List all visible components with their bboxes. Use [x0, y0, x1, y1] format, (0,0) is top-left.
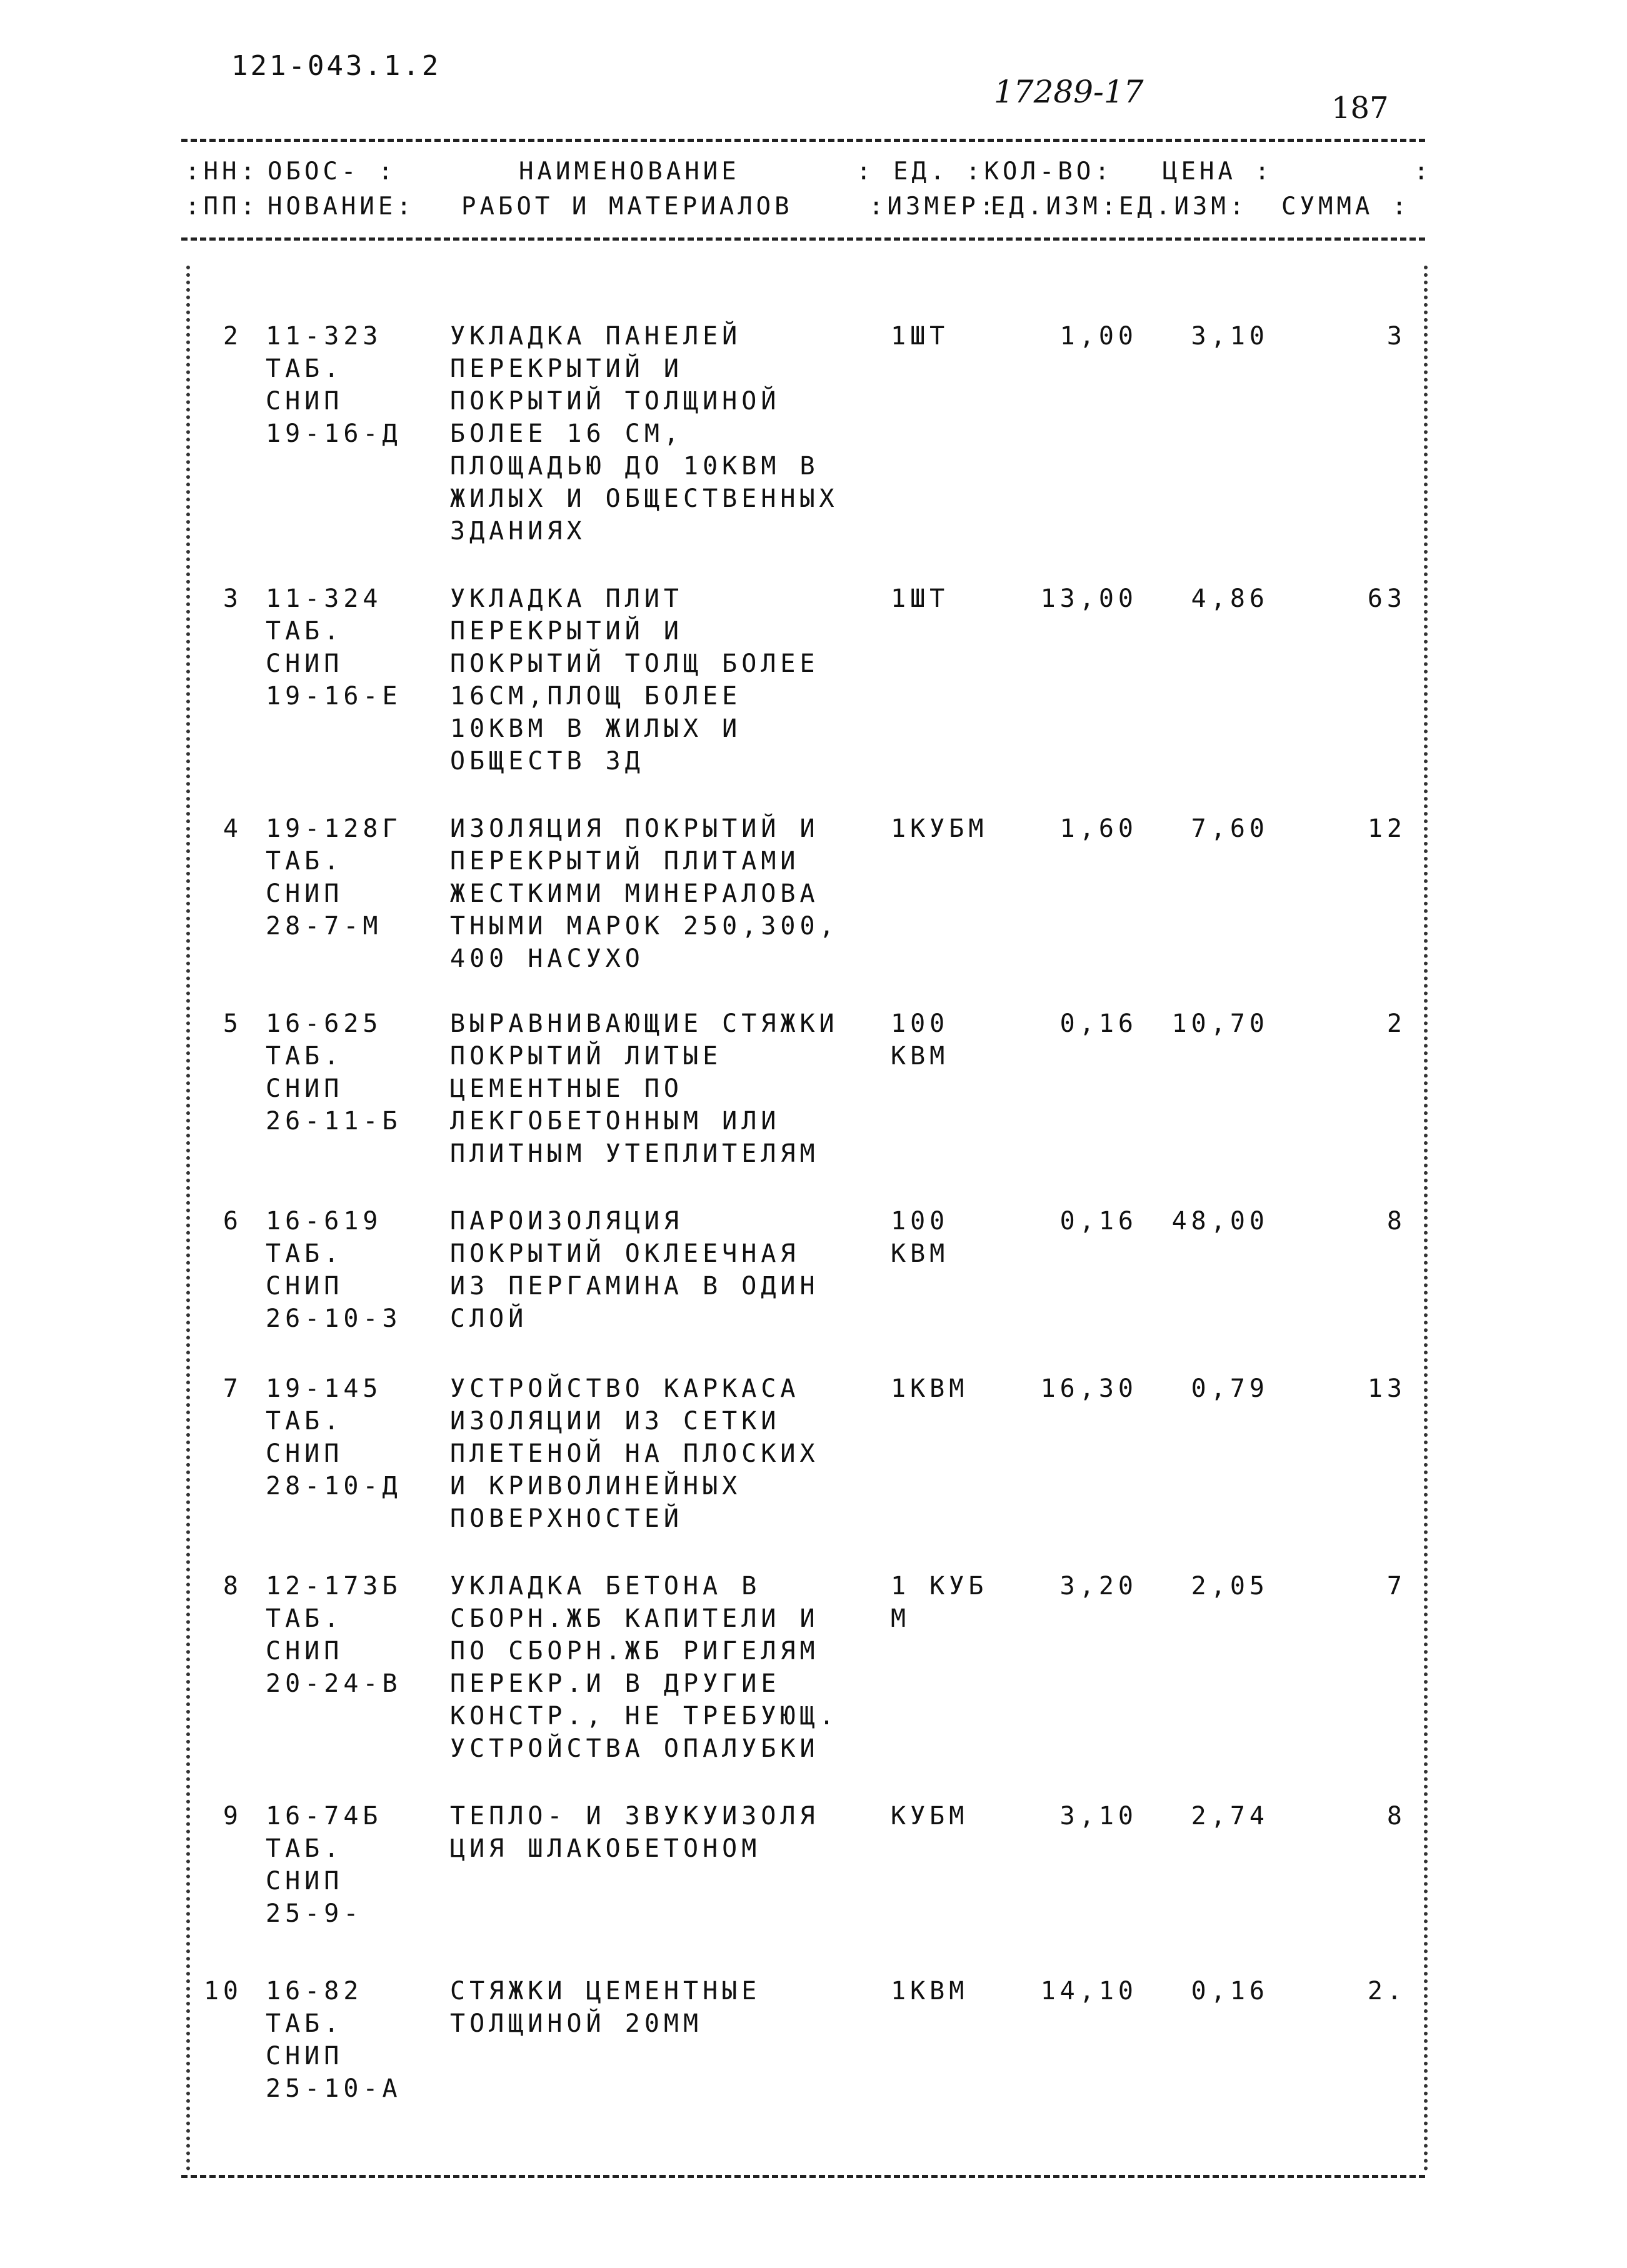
row-price: 0,16 — [1191, 1977, 1269, 2006]
row-description: УКЛАДКА БЕТОНА В СБОРН.ЖБ КАПИТЕЛИ И ПО СБОРН.ЖБ РИГЕЛЯМ ПЕРЕКР.И В ДРУГИЕ КОНСТР., НЕ ТРЕБУЮЩ. УСТРОЙСТВА ОПАЛУБКИ — [450, 1572, 839, 1763]
col-qty-line2: ЕД.ИЗМ: — [991, 192, 1120, 221]
row-price: 2,74 — [1191, 1802, 1269, 1831]
row-sum: 12 — [1367, 814, 1406, 843]
row-unit: 1КУБМ — [891, 814, 988, 843]
row-sum: 7 — [1386, 1572, 1406, 1601]
col-n-line2: :ПП: — [185, 192, 259, 221]
row-basis: 12-173Б ТАБ. СНИП 20-24-В — [266, 1572, 402, 1698]
row-number: 7 — [223, 1374, 243, 1403]
row-quantity: 0,16 — [1059, 1009, 1138, 1038]
row-quantity: 3,10 — [1059, 1802, 1138, 1831]
row-quantity: 13,00 — [1040, 584, 1138, 613]
row-number: 10 — [203, 1977, 243, 2006]
row-number: 5 — [223, 1009, 243, 1038]
row-description: ВЫРАВНИВАЮЩИЕ СТЯЖКИ ПОКРЫТИЙ ЛИТЫЕ ЦЕМЕНТНЫЕ ПО ЛЕКГОБЕТОННЫМ ИЛИ ПЛИТНЫМ УТЕПЛИТЕЛЯМ — [450, 1009, 839, 1168]
row-number: 8 — [223, 1572, 243, 1601]
row-basis: 11-323 ТАБ. СНИП 19-16-Д — [266, 322, 402, 448]
col-unit-line1: : ЕД. — [856, 157, 949, 186]
row-sum: 13 — [1367, 1374, 1406, 1403]
row-number: 9 — [223, 1802, 243, 1831]
row-price: 48,00 — [1171, 1207, 1269, 1236]
page-number: 187 — [1331, 91, 1389, 126]
row-sum: 3 — [1386, 322, 1406, 351]
col-sum-line1: : — [1414, 157, 1433, 186]
row-sum: 2. — [1367, 1977, 1406, 2006]
col-price-line2: ЕД.ИЗМ: — [1119, 192, 1248, 221]
row-price: 7,60 — [1191, 814, 1269, 843]
row-price: 0,79 — [1191, 1374, 1269, 1403]
header-bottom-rule — [181, 237, 1425, 241]
row-basis: 11-324 ТАБ. СНИП 19-16-Е — [266, 584, 402, 711]
row-unit: 100 КВМ — [891, 1009, 949, 1071]
row-unit: 1ШТ — [891, 322, 949, 351]
row-description: СТЯЖКИ ЦЕМЕНТНЫЕ ТОЛЩИНОЙ 20ММ — [450, 1977, 761, 2038]
row-basis: 16-619 ТАБ. СНИП 26-10-3 — [266, 1207, 402, 1333]
col-name-line2: РАБОТ И МАТЕРИАЛОВ — [461, 192, 793, 221]
table-top-rule — [181, 139, 1425, 142]
row-sum: 2 — [1386, 1009, 1406, 1038]
row-quantity: 3,20 — [1059, 1572, 1138, 1601]
row-sum: 8 — [1386, 1207, 1406, 1236]
row-price: 3,10 — [1191, 322, 1269, 351]
row-basis: 19-128Г ТАБ. СНИП 28-7-М — [266, 814, 402, 941]
col-n-line1: :НН: — [185, 157, 259, 186]
row-unit: 100 КВМ — [891, 1207, 949, 1268]
row-sum: 63 — [1367, 584, 1406, 613]
row-number: 6 — [223, 1207, 243, 1236]
row-unit: 1КВМ — [891, 1374, 969, 1403]
row-quantity: 1,00 — [1059, 322, 1138, 351]
row-sum: 8 — [1386, 1802, 1406, 1831]
row-description: ТЕПЛО- И ЗВУКУИЗОЛЯ ЦИЯ ШЛАКОБЕТОНОМ — [450, 1802, 819, 1863]
col-osn-line1: ОБОС- : — [268, 157, 397, 186]
row-price: 4,86 — [1191, 584, 1269, 613]
document-code: 121-043.1.2 — [231, 50, 441, 82]
row-price: 10,70 — [1171, 1009, 1269, 1038]
row-description: ПАРОИЗОЛЯЦИЯ ПОКРЫТИЙ ОКЛЕЕЧНАЯ ИЗ ПЕРГАМИНА В ОДИН СЛОЙ — [450, 1207, 819, 1333]
row-description: УКЛАДКА ПАНЕЛЕЙ ПЕРЕКРЫТИЙ И ПОКРЫТИЙ ТОЛЩИНОЙ БОЛЕЕ 16 СМ, ПЛОЩАДЬЮ ДО 10КВМ В ЖИЛЫХ И ОБЩЕСТВЕННЫХ ЗДАНИЯХ — [450, 322, 839, 546]
row-unit: 1ШТ — [891, 584, 949, 613]
col-price-line1: ЦЕНА : — [1163, 157, 1273, 186]
table-bottom-rule — [181, 2175, 1425, 2178]
row-number: 2 — [223, 322, 243, 351]
row-description: УСТРОЙСТВО КАРКАСА ИЗОЛЯЦИИ ИЗ СЕТКИ ПЛЕТЕНОЙ НА ПЛОСКИХ И КРИВОЛИНЕЙНЫХ ПОВЕРХНОСТЕЙ — [450, 1374, 819, 1533]
row-number: 4 — [223, 814, 243, 843]
row-description: ИЗОЛЯЦИЯ ПОКРЫТИЙ И ПЕРЕКРЫТИЙ ПЛИТАМИ ЖЕСТКИМИ МИНЕРАЛОВА ТНЫМИ МАРОК 250,300, 400 НАСУХО — [450, 814, 839, 973]
row-basis: 16-82 ТАБ. СНИП 25-10-А — [266, 1977, 402, 2103]
row-basis: 16-625 ТАБ. СНИП 26-11-Б — [266, 1009, 402, 1136]
row-quantity: 0,16 — [1059, 1207, 1138, 1236]
row-quantity: 1,60 — [1059, 814, 1138, 843]
row-basis: 19-145 ТАБ. СНИП 28-10-Д — [266, 1374, 402, 1501]
col-unit-line2: :ИЗМЕР: — [869, 192, 998, 221]
right-border — [1424, 266, 1428, 2172]
col-osn-line2: НОВАНИЕ: — [268, 192, 415, 221]
row-price: 2,05 — [1191, 1572, 1269, 1601]
row-number: 3 — [223, 584, 243, 613]
col-name-line1: НАИМЕНОВАНИЕ — [519, 157, 740, 186]
handwritten-number: 17289-17 — [994, 74, 1144, 110]
row-unit: 1КВМ — [891, 1977, 969, 2006]
left-border — [186, 266, 190, 2172]
col-sum-line2: СУММА : — [1281, 192, 1411, 221]
row-unit: 1 КУБ М — [891, 1572, 988, 1633]
row-description: УКЛАДКА ПЛИТ ПЕРЕКРЫТИЙ И ПОКРЫТИЙ ТОЛЩ БОЛЕЕ 16СМ,ПЛОЩ БОЛЕЕ 10КВМ В ЖИЛЫХ И ОБЩЕСТВ ЗД — [450, 584, 819, 776]
row-quantity: 14,10 — [1040, 1977, 1138, 2006]
row-unit: КУБМ — [891, 1802, 969, 1831]
row-basis: 16-74Б ТАБ. СНИП 25-9- — [266, 1802, 383, 1928]
row-quantity: 16,30 — [1040, 1374, 1138, 1403]
col-qty-line1: :КОЛ-ВО: — [966, 157, 1113, 186]
